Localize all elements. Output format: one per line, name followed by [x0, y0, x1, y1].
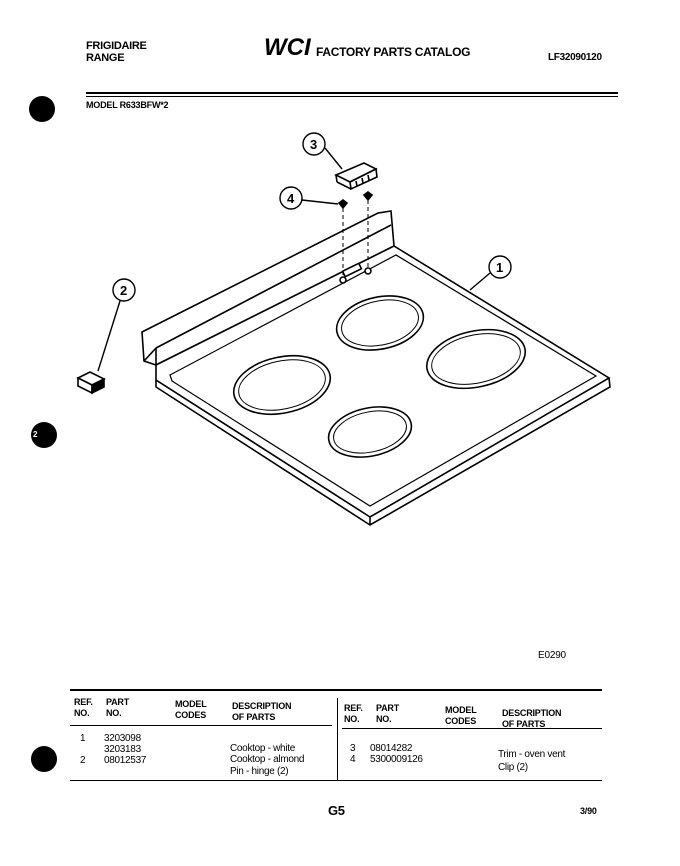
callout-3-label: 3 — [310, 137, 318, 152]
right-header-model: MODEL CODES — [445, 705, 477, 726]
cooktop-surface — [156, 246, 610, 525]
row-part: 3203098 — [104, 733, 141, 744]
row-desc: Cooktop - almond — [230, 754, 305, 765]
header-rule-thin — [86, 96, 618, 97]
left-header-desc: DESCRIPTION OF PARTS — [232, 701, 292, 722]
row-ref: 3 — [350, 743, 356, 754]
wci-logo — [262, 33, 312, 61]
right-header-part: PART NO. — [376, 703, 400, 724]
callout-4-label: 4 — [287, 191, 295, 206]
row-ref: 1 — [80, 733, 86, 744]
wci-logo-text: WCI — [264, 34, 311, 61]
catalog-number: LF32090120 — [548, 52, 602, 63]
callout-4 — [280, 187, 338, 209]
table-header-rule-right — [342, 728, 602, 729]
cooktop-diagram — [60, 125, 630, 545]
row-part: 08012537 — [104, 755, 147, 766]
margin-mark: 2 — [33, 430, 38, 439]
left-header-model: MODEL CODES — [175, 699, 207, 720]
brand-line-1: FRIGIDAIRE — [86, 40, 147, 52]
table-row — [74, 755, 334, 766]
table-row-desc-extra — [230, 766, 288, 777]
left-header-part: PART NO. — [106, 697, 130, 718]
table-row — [74, 733, 334, 744]
right-header-desc: DESCRIPTION OF PARTS — [502, 708, 562, 729]
left-header-ref: REF. NO. — [74, 697, 93, 718]
callout-2 — [98, 279, 135, 371]
hinge-pin — [78, 372, 104, 393]
table-bottom-rule — [70, 780, 602, 781]
row-part: 3203183 — [104, 744, 141, 755]
row-ref: 4 — [350, 754, 356, 765]
table-header-rule-left — [70, 725, 332, 726]
callout-1-label: 1 — [496, 260, 504, 275]
catalog-title: FACTORY PARTS CATALOG — [316, 45, 471, 59]
callout-3 — [303, 133, 342, 169]
page-code: G5 — [328, 803, 345, 818]
row-ref: 2 — [80, 755, 86, 766]
callout-2-label: 2 — [120, 283, 128, 298]
footer-date: 3/90 — [580, 806, 597, 816]
row-part: 5300009126 — [370, 754, 423, 765]
table-divider — [337, 698, 338, 780]
oven-vent-trim — [336, 163, 377, 189]
model-label: MODEL R633BFW*2 — [86, 100, 169, 110]
table-top-rule — [70, 689, 602, 691]
binder-hole-top — [29, 96, 55, 122]
table-row — [344, 754, 600, 773]
right-header-ref: REF. NO. — [344, 703, 363, 724]
row-desc: Pin - hinge (2) — [230, 766, 289, 777]
row-part: 08014282 — [370, 743, 413, 754]
row-desc: Cooktop - white — [230, 743, 295, 754]
row-desc: Clip (2) — [498, 762, 528, 773]
brand-line-2: RANGE — [86, 52, 125, 64]
drawing-code: E0290 — [538, 650, 566, 661]
row-desc: Trim - oven vent — [498, 749, 566, 760]
header-rule-thick — [86, 92, 618, 94]
binder-hole-bottom — [31, 746, 57, 772]
callout-1 — [470, 256, 511, 290]
